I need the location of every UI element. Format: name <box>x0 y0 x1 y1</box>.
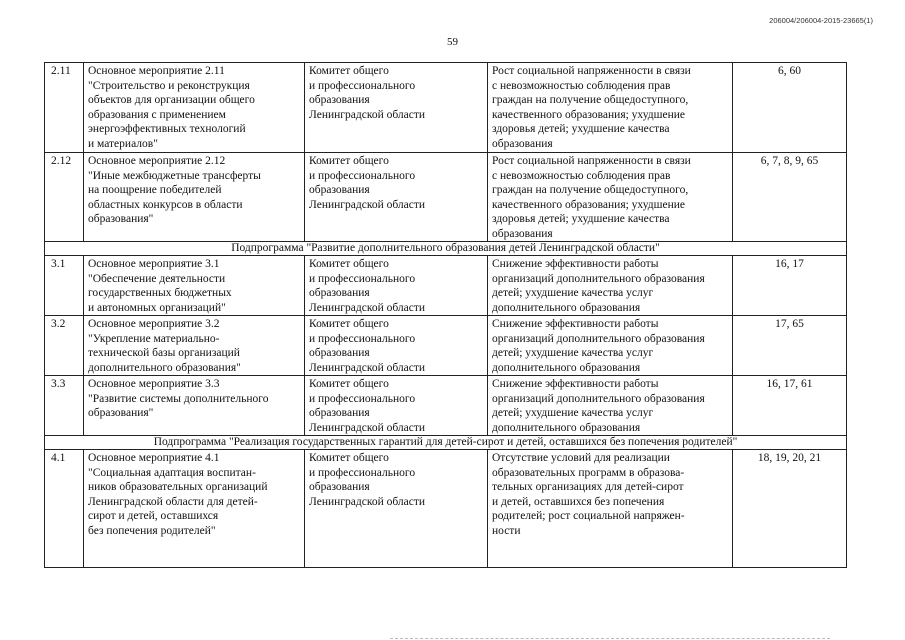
executor-cell: Комитет общего и профессионального образования Ленинградской области <box>305 256 488 316</box>
table-row <box>45 316 847 376</box>
row-number-cell: 2.12 <box>45 153 84 242</box>
subprogram-title: Подпрограмма "Развитие дополнительного образования детей Ленинградской области" <box>45 242 847 256</box>
consequences-cell: Снижение эффективности работы организаций дополнительного образования детей; ухудшение качества услуг дополнительного образования <box>488 376 733 436</box>
consequences-cell: Снижение эффективности работы организаций дополнительного образования детей; ухудшение качества услуг дополнительного образования <box>488 316 733 376</box>
executor-cell: Комитет общего и профессионального образования Ленинградской области <box>305 153 488 242</box>
subprogram-title: Подпрограмма "Реализация государственных гарантий для детей-сирот и детей, оставшихся без попечения родителей" <box>45 436 847 450</box>
consequences-cell: Снижение эффективности работы организаций дополнительного образования детей; ухудшение качества услуг дополнительного образования <box>488 256 733 316</box>
indicators-cell: 6, 60 <box>733 63 847 153</box>
indicators-cell: 17, 65 <box>733 316 847 376</box>
indicators-cell: 6, 7, 8, 9, 65 <box>733 153 847 242</box>
table-row <box>45 256 847 316</box>
indicators-cell: 16, 17, 61 <box>733 376 847 436</box>
table-row <box>45 63 847 153</box>
executor-cell: Комитет общего и профессионального образования Ленинградской области <box>305 316 488 376</box>
row-number-cell: 3.3 <box>45 376 84 436</box>
subprogram-header-row <box>45 242 847 256</box>
measure-cell: Основное мероприятие 3.2 "Укрепление материально- технической базы организаций дополнительного образования" <box>84 316 305 376</box>
page-number: 59 <box>447 36 458 48</box>
table-row <box>45 153 847 242</box>
row-number-cell: 4.1 <box>45 450 84 568</box>
indicators-cell: 18, 19, 20, 21 <box>733 450 847 568</box>
measure-cell: Основное мероприятие 3.1 "Обеспечение деятельности государственных бюджетных и автономных организаций" <box>84 256 305 316</box>
indicators-cell: 16, 17 <box>733 256 847 316</box>
row-number-cell: 2.11 <box>45 63 84 153</box>
table-row <box>45 376 847 436</box>
measures-table <box>44 62 847 568</box>
consequences-cell: Отсутствие условий для реализации образовательных программ в образова- тельных организациях для детей-сирот и детей, оставшихся без попечения родителей; рост социальной напряжен- ности <box>488 450 733 568</box>
subprogram-header-row <box>45 436 847 450</box>
consequences-cell: Рост социальной напряженности в связи с невозможностью соблюдения прав граждан на получение общедоступного, качественного образования; ухудшение здоровья детей; ухудшение качества образования <box>488 153 733 242</box>
measure-cell: Основное мероприятие 2.11 "Строительство и реконструкция объектов для организации общего образования с применением энергоэффективных технологий и материалов" <box>84 63 305 153</box>
row-number-cell: 3.1 <box>45 256 84 316</box>
measure-cell: Основное мероприятие 4.1 "Социальная адаптация воспитан- ников образовательных организаций Ленинградской области для детей- сирот и детей, оставшихся без попечения родителей" <box>84 450 305 568</box>
executor-cell: Комитет общего и профессионального образования Ленинградской области <box>305 63 488 153</box>
document-id: 206004/206004-2015-23665(1) <box>769 16 873 25</box>
table-row <box>45 450 847 568</box>
executor-cell: Комитет общего и профессионального образования Ленинградской области <box>305 450 488 568</box>
measure-cell: Основное мероприятие 3.3 "Развитие системы дополнительного образования" <box>84 376 305 436</box>
consequences-cell: Рост социальной напряженности в связи с невозможностью соблюдения прав граждан на получение общедоступного, качественного образования; ухудшение здоровья детей; ухудшение качества образования <box>488 63 733 153</box>
measure-cell: Основное мероприятие 2.12 "Иные межбюджетные трансферты на поощрение победителей областных конкурсов в области образования" <box>84 153 305 242</box>
executor-cell: Комитет общего и профессионального образования Ленинградской области <box>305 376 488 436</box>
row-number-cell: 3.2 <box>45 316 84 376</box>
